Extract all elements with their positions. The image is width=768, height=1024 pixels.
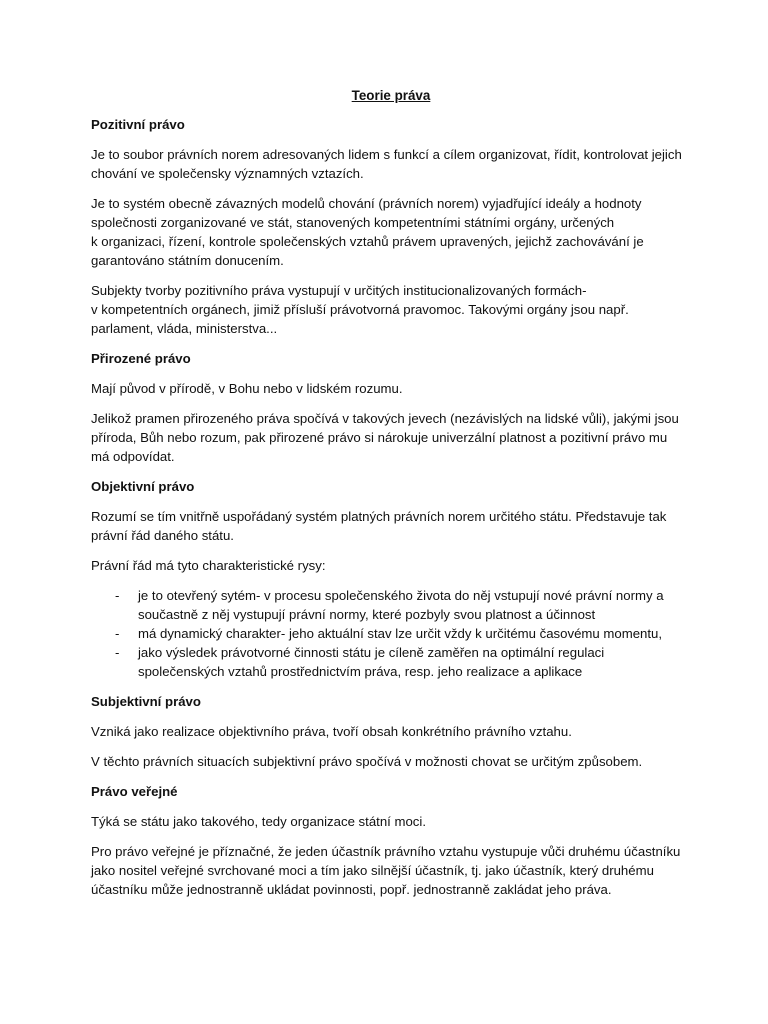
paragraph: Mají původ v přírodě, v Bohu nebo v lidském rozumu. xyxy=(91,381,403,396)
list-item-text: má dynamický charakter- jeho aktuální stav lze určit vždy k určitému časovému momentu, xyxy=(138,626,663,641)
document-title: Teorie práva xyxy=(351,88,431,103)
list-item xyxy=(91,586,691,624)
section-pozitivni-pravo xyxy=(91,115,691,338)
section-heading: Subjektivní právo xyxy=(91,694,201,709)
list-item xyxy=(91,624,691,643)
bullet-list xyxy=(91,586,691,681)
paragraph: Právní řád má tyto charakteristické rysy: xyxy=(91,558,326,573)
paragraph: Týká se státu jako takového, tedy organizace státní moci. xyxy=(91,814,426,829)
section-subjektivni-pravo xyxy=(91,692,691,771)
section-heading: Pozitivní právo xyxy=(91,117,185,132)
document-body xyxy=(91,86,691,910)
list-item-text: je to otevřený sytém- v procesu společenského života do něj vstupují nové právní normy a součastně z něj vystupují právní normy, které pozbyly svou platnost a účinnost xyxy=(138,588,664,622)
section-heading: Přirozené právo xyxy=(91,351,191,366)
paragraph: Je to systém obecně závazných modelů chování (právních norem) vyjadřující ideály a hodnoty společnosti zorganizované ve stát, stanovených kompetentními státními orgány, určených k organizaci, řízení, kontrole společenských vztahů právem upravených, jejichž zachovávání je garantováno státním donucením. xyxy=(91,196,644,268)
section-objektivni-pravo xyxy=(91,477,691,681)
paragraph: Vzniká jako realizace objektivního práva, tvoří obsah konkrétního právního vztahu. xyxy=(91,724,572,739)
bullet-dash: - xyxy=(115,588,120,603)
paragraph: Je to soubor právních norem adresovaných lidem s funkcí a cílem organizovat, řídit, kontrolovat jejich chování ve společensky významných vztazích. xyxy=(91,147,682,181)
section-heading: Právo veřejné xyxy=(91,784,178,799)
list-item xyxy=(91,643,691,681)
bullet-dash: - xyxy=(115,645,120,660)
paragraph: Jelikož pramen přirozeného práva spočívá v takových jevech (nezávislých na lidské vůli), jakými jsou příroda, Bůh nebo rozum, pak přirozené právo si nárokuje univerzální platnost a pozitivní právo mu má odpovídat. xyxy=(91,411,679,464)
paragraph: V těchto právních situacích subjektivní právo spočívá v možnosti chovat se určitým způsobem. xyxy=(91,754,643,769)
section-prirozene-pravo xyxy=(91,349,691,466)
section-pravo-verejne xyxy=(91,782,691,899)
paragraph: Rozumí se tím vnitřně uspořádaný systém platných právních norem určitého státu. Představuje tak právní řád daného státu. xyxy=(91,509,667,543)
section-heading: Objektivní právo xyxy=(91,479,195,494)
paragraph: Subjekty tvorby pozitivního práva vystupují v určitých institucionalizovaných formách- v kompetentních orgánech, jimiž přísluší právotvorná pravomoc. Takovými orgány jsou např. parlament, vláda, ministerstva... xyxy=(91,283,629,336)
paragraph: Pro právo veřejné je příznačné, že jeden účastník právního vztahu vystupuje vůči druhému účastníku jako nositel veřejné svrchované moci a tím jako silnější účastník, tj. jako účastník, který druhému účastníku může jednostranně ukládat povinnosti, popř. jednostranně zakládat jeho práva. xyxy=(91,844,681,897)
list-item-text: jako výsledek právotvorné činnosti státu je cíleně zaměřen na optimální regulaci společenských vztahů prostřednictvím práva, resp. jeho realizace a aplikace xyxy=(138,645,605,679)
bullet-dash: - xyxy=(115,626,120,641)
